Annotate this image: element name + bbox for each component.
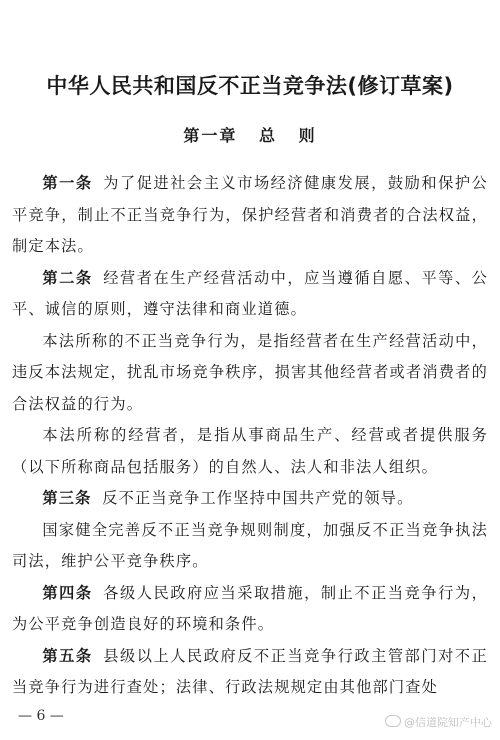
paragraph-text: 国家健全完善反不正当竞争规则制度，加强反不正当竞争执法司法，维护公平竞争秩序。 [12,520,488,570]
paragraph [12,641,488,704]
article-number: 第二条 [42,268,93,287]
paragraph [12,168,488,263]
watermark-text: @信道院知产中心 [404,716,492,729]
paragraph-text: 各级人民政府应当采取措施，制止不正当竞争行为，为公平竞争创造良好的环境和条件。 [12,583,488,633]
paragraph-text: 本法所称的不正当竞争行为，是指经营者在生产经营活动中，违反本法规定，扰乱市场竞争秩序，损害其他经营者或者消费者的合法权益的行为。 [12,331,488,413]
chapter-heading: 第一章 总 则 [183,126,317,145]
paragraph-text: 为了促进社会主义市场经济健康发展，鼓励和保护公平竞争，制止不正当竞争行为，保护经营者和消费者的合法权益，制定本法。 [12,174,488,255]
paragraph [12,263,488,326]
paragraph [12,483,488,515]
paragraph [12,420,488,483]
document-body [12,168,488,704]
paragraph [12,515,488,578]
paragraph-text: 县级以上人民政府反不正当竞争行政主管部门对不正当竞争行为进行查处；法律、行政法规规定由其他部门查处 [12,646,488,696]
page-number: — 6 — [18,708,64,724]
paragraph-text: 反不正当竞争工作坚持中国共产党的领导。 [102,489,414,507]
paragraph-text: 本法所称的经营者，是指从事商品生产、经营或者提供服务（以下所称商品包括服务）的自然人、法人和非法人组织。 [12,426,488,476]
weibo-icon [385,715,401,727]
article-number: 第一条 [42,174,93,192]
paragraph [12,326,488,421]
paragraph [12,578,488,641]
document-title: 中华人民共和国反不正当竞争法(修订草案) [46,74,454,98]
watermark [385,714,492,730]
article-number: 第五条 [42,646,93,665]
article-number: 第三条 [42,489,92,507]
article-number: 第四条 [42,583,93,602]
paragraph-text: 经营者在生产经营活动中，应当遵循自愿、平等、公平、诚信的原则，遵守法律和商业道德。 [12,268,488,318]
